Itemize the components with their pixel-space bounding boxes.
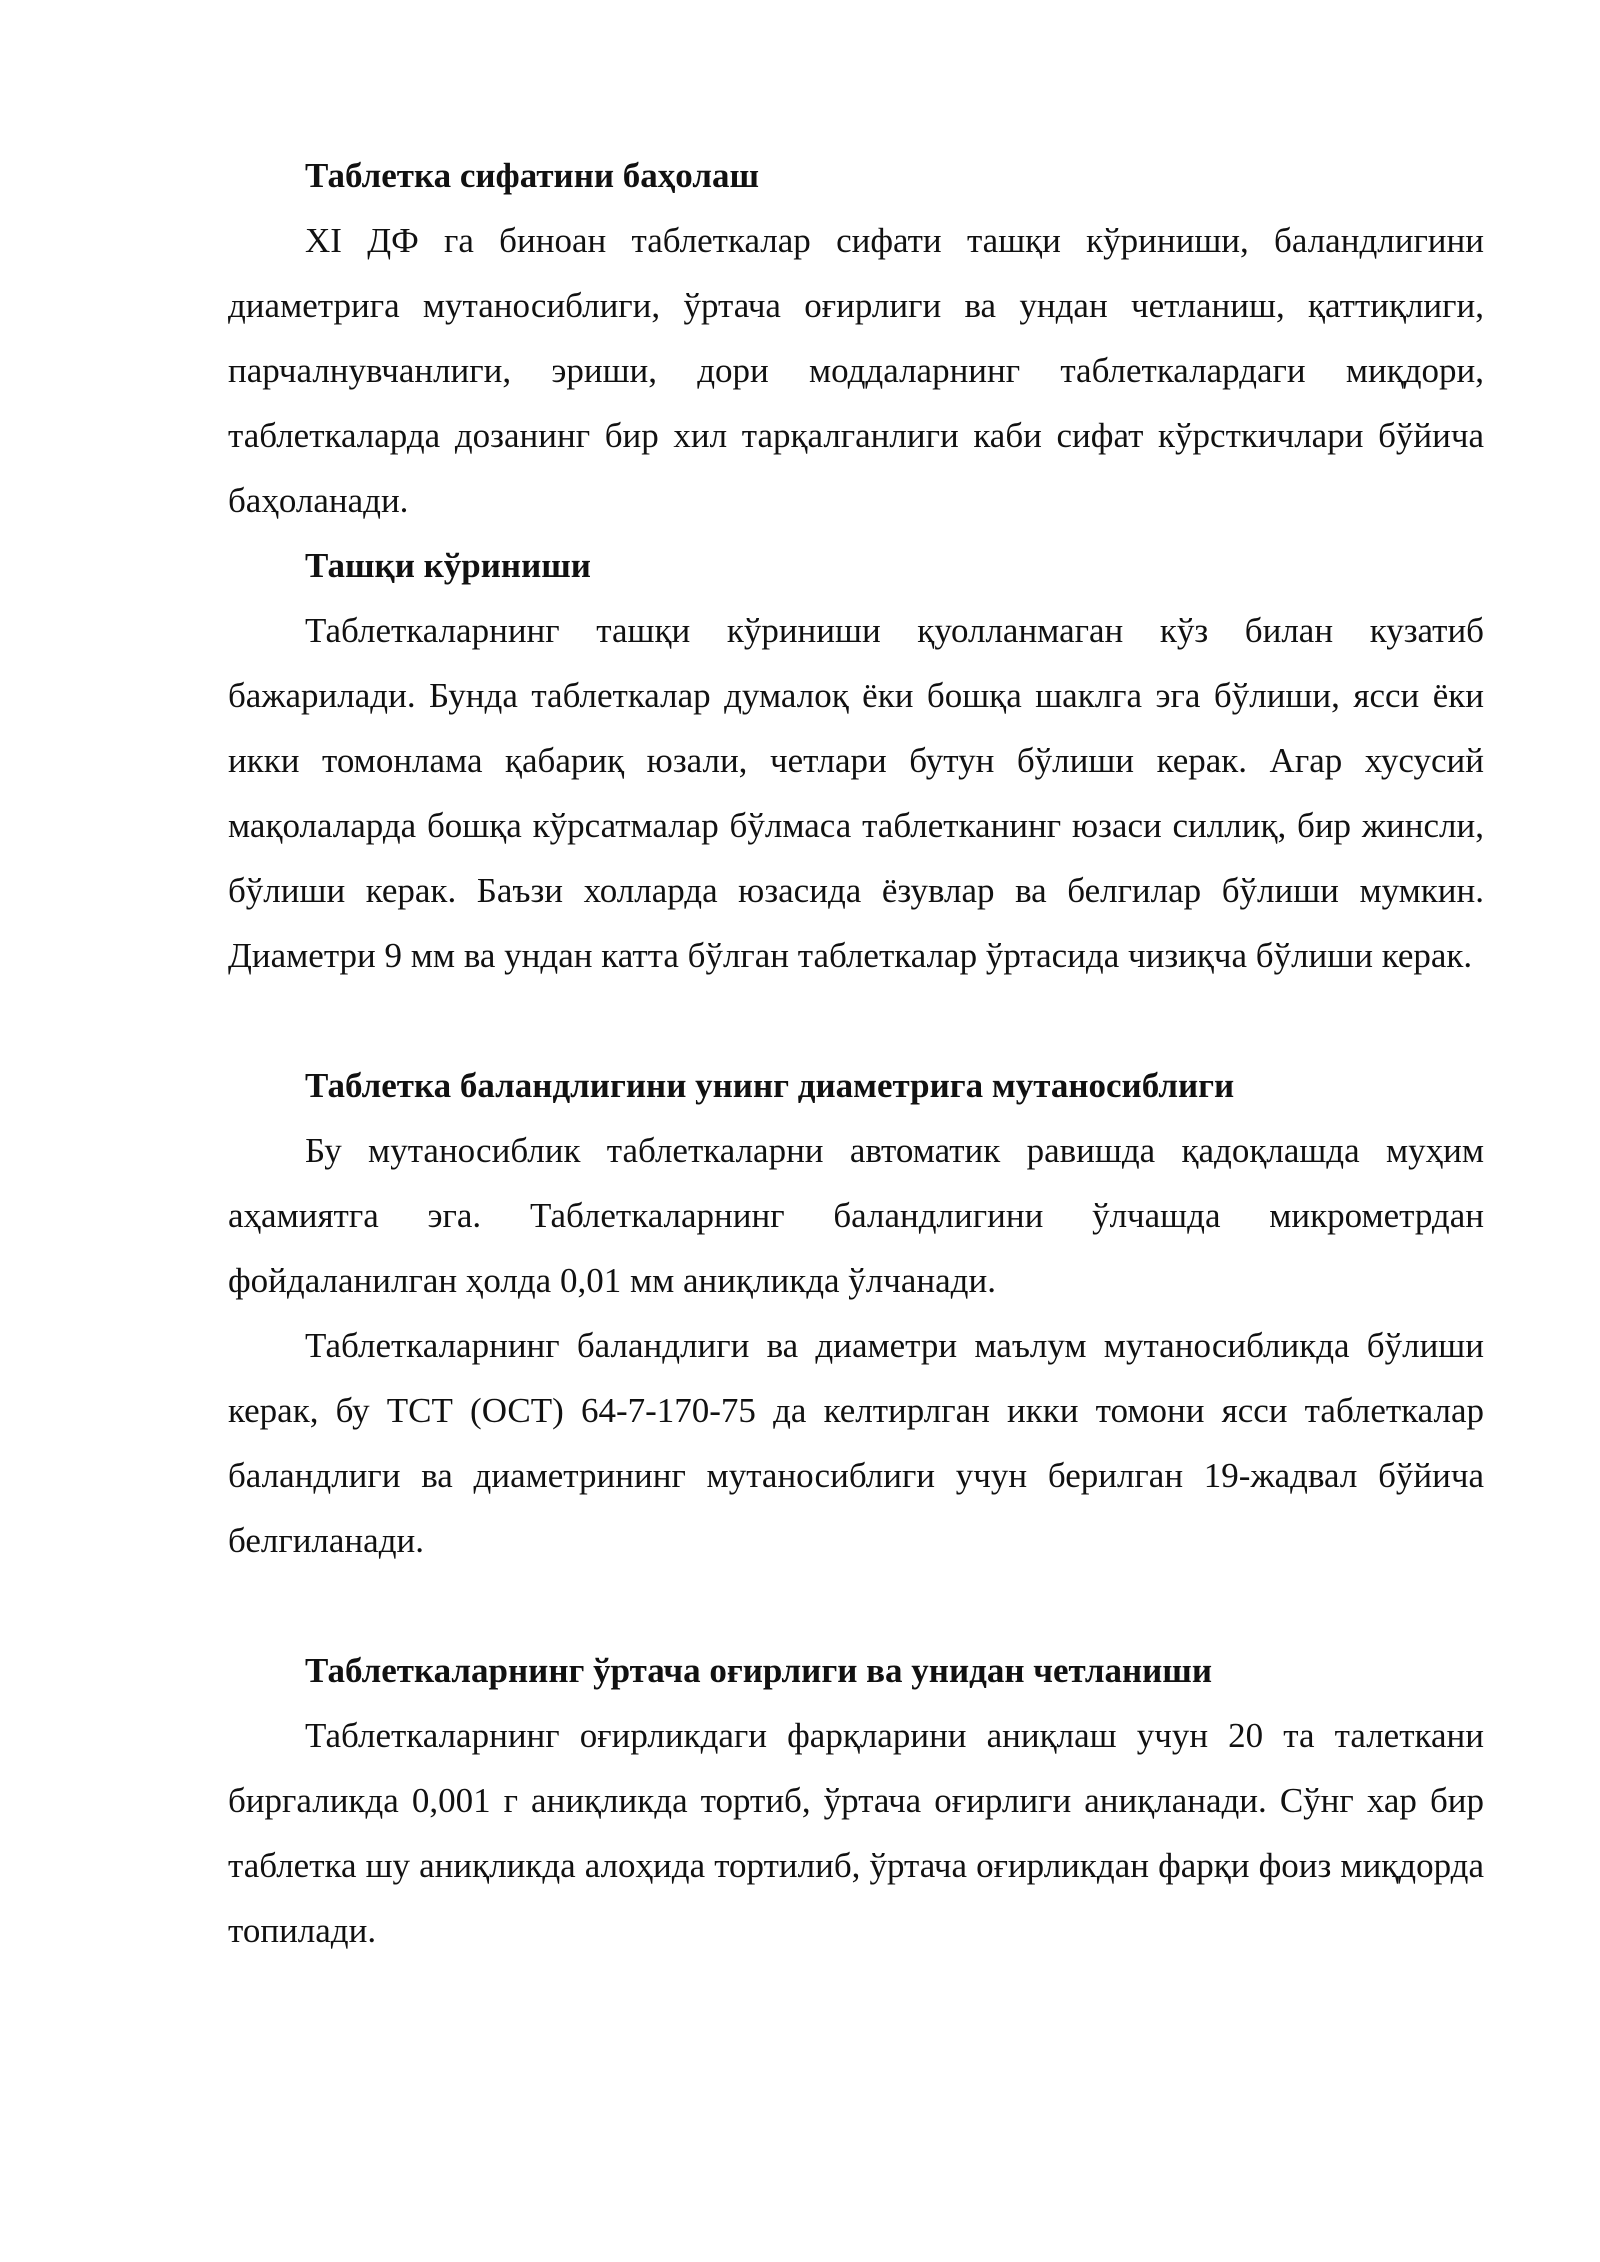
section-heading-appearance: Ташқи кўриниши — [305, 546, 591, 585]
paragraph-quality-assessment: XI ДФ га биноан таблеткалар сифати ташқи кўриниши, баландлигини диаметрига мутаносиблиги, ўртача оғирлиги ва ундан четланиш, қаттиқлиги, парчалнувчанлиги, эриши, дори моддаларнинг таблеткалардаги миқдори, таблеткаларда дозанинг бир хил тарқалганлиги каби сифат кўрсткичлари бўйича баҳоланади. — [228, 221, 1484, 520]
document-page — [228, 143, 1484, 1963]
paragraph-average-weight: Таблеткаларнинг оғирликдаги фарқларини аниқлаш учун 20 та талеткани биргаликда 0,001 г аниқликда тортиб, ўртача оғирлиги аниқланади. Сўнг хар бир таблетка шу аниқликда алоҳида тортилиб, ўртача оғирликдан фарқи фоиз миқдорда топилади. — [228, 1716, 1484, 1950]
section-spacer — [228, 1573, 1484, 1638]
section-heading-average-weight: Таблеткаларнинг ўртача оғирлиги ва унидан четланиши — [305, 1651, 1213, 1690]
section-heading-quality-assessment: Таблетка сифатини баҳолаш — [305, 156, 760, 195]
section-heading-height-diameter: Таблетка баландлигини унинг диаметрига мутаносиблиги — [305, 1066, 1235, 1105]
paragraph-appearance: Таблеткаларнинг ташқи кўриниши қуолланмаган кўз билан кузатиб бажарилади. Бунда таблеткалар думалоқ ёки бошқа шаклга эга бўлиши, ясси ёки икки томонлама қабариқ юзали, четлари бутун бўлиши керак. Агар хусусий мақолаларда бошқа кўрсатмалар бўлмаса таблетканинг юзаси силлиқ, бир жинсли, бўлиши керак. Баъзи холларда юзасида ёзувлар ва белгилар бўлиши мумкин. Диаметри 9 мм ва ундан катта бўлган таблеткалар ўртасида чизиқча бўлиши керак. — [228, 611, 1484, 975]
section-spacer — [228, 988, 1484, 1053]
paragraph-height-diameter-1: Бу мутаносиблик таблеткаларни автоматик равишда қадоқлашда муҳим аҳамиятга эга. Таблеткаларнинг баландлигини ўлчашда микрометрдан фойдаланилган ҳолда 0,01 мм аниқликда ўлчанади. — [228, 1131, 1484, 1300]
paragraph-height-diameter-2: Таблеткаларнинг баландлиги ва диаметри маълум мутаносибликда бўлиши керак, бу ТСТ (ОСТ) 64-7-170-75 да келтирлган икки томони ясси таблеткалар баландлиги ва диаметрининг мутаносиблиги учун берилган 19-жадвал бўйича белгиланади. — [228, 1326, 1484, 1560]
